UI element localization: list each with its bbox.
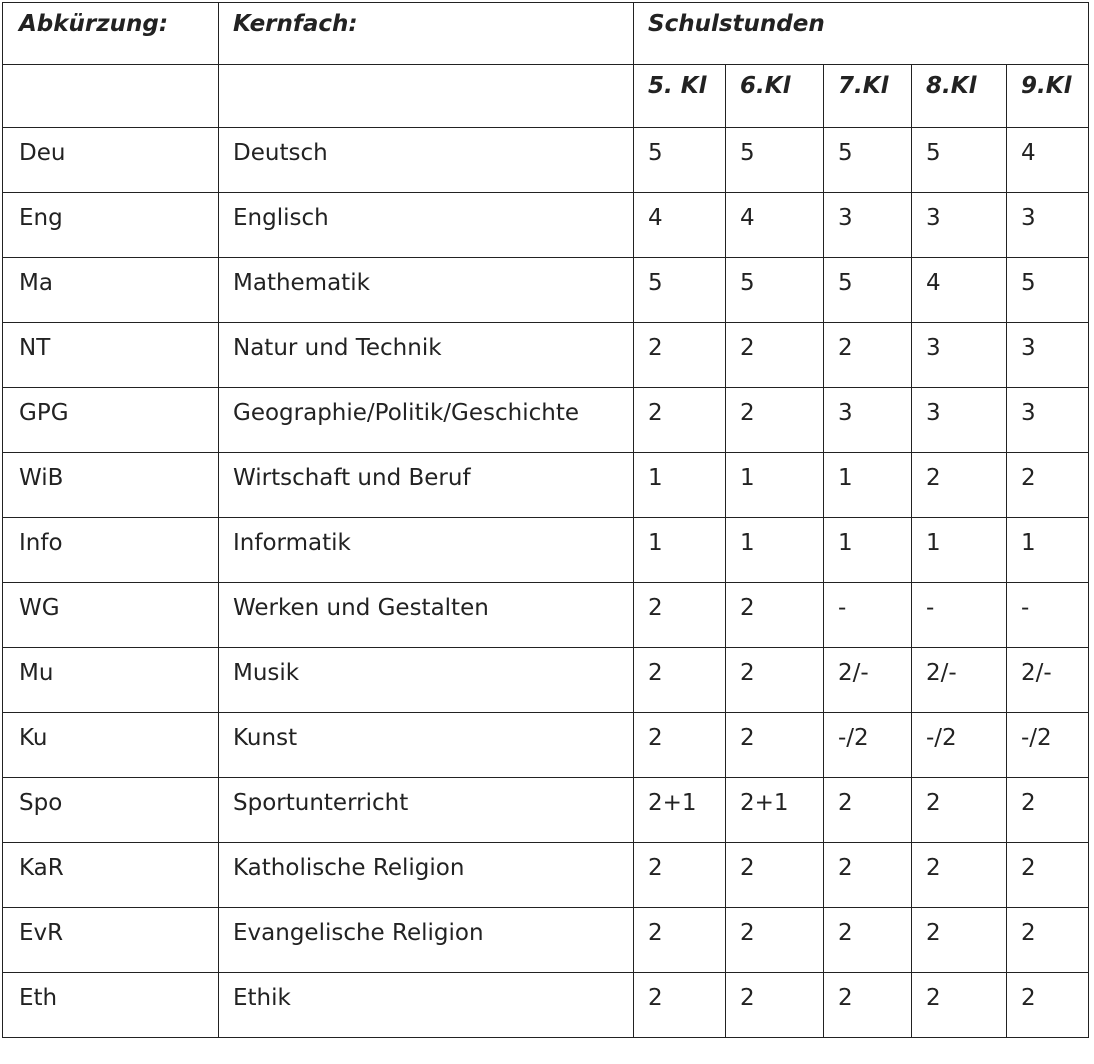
hours-cell: 3: [912, 323, 1007, 388]
grade-header: 7.Kl: [824, 65, 912, 128]
hours-cell: 4: [726, 193, 824, 258]
grade-header-row: [3, 65, 1089, 128]
hours-cell: 3: [824, 388, 912, 453]
hours-cell: 2: [824, 843, 912, 908]
hours-cell: 5: [824, 258, 912, 323]
hours-cell: 1: [824, 453, 912, 518]
hours-cell: 1: [1007, 518, 1089, 583]
hours-cell: 1: [726, 453, 824, 518]
hours-cell: 3: [1007, 193, 1089, 258]
hours-cell: 2+1: [726, 778, 824, 843]
hours-cell: 2: [912, 778, 1007, 843]
hours-cell: 2/-: [1007, 648, 1089, 713]
table-row: [3, 583, 1089, 648]
hours-cell: 2: [912, 908, 1007, 973]
subject-cell: Evangelische Religion: [219, 908, 634, 973]
table-row: [3, 908, 1089, 973]
hours-cell: 2: [1007, 973, 1089, 1038]
header-hours: Schulstunden: [634, 3, 1089, 65]
subject-cell: Deutsch: [219, 128, 634, 193]
hours-cell: 2: [1007, 908, 1089, 973]
abbreviation-cell: WG: [3, 583, 219, 648]
hours-cell: 3: [1007, 388, 1089, 453]
hours-cell: 2: [726, 648, 824, 713]
subject-cell: Informatik: [219, 518, 634, 583]
table-row: [3, 648, 1089, 713]
hours-cell: 2: [824, 973, 912, 1038]
hours-cell: 2: [824, 908, 912, 973]
hours-cell: 1: [726, 518, 824, 583]
hours-cell: 2/-: [824, 648, 912, 713]
table-row: [3, 453, 1089, 518]
hours-cell: 2: [726, 388, 824, 453]
table-row: [3, 843, 1089, 908]
hours-cell: 1: [634, 453, 726, 518]
subject-cell: Geographie/Politik/Geschichte: [219, 388, 634, 453]
hours-cell: 2: [1007, 453, 1089, 518]
hours-cell: 2: [634, 713, 726, 778]
hours-cell: 1: [912, 518, 1007, 583]
abbreviation-cell: Ku: [3, 713, 219, 778]
hours-cell: 5: [726, 128, 824, 193]
hours-cell: 2/-: [912, 648, 1007, 713]
header-empty-cell: [219, 65, 634, 128]
hours-cell: 3: [912, 388, 1007, 453]
table-row: [3, 778, 1089, 843]
abbreviation-cell: EvR: [3, 908, 219, 973]
table-row: [3, 258, 1089, 323]
table-row: [3, 973, 1089, 1038]
subject-cell: Kunst: [219, 713, 634, 778]
hours-cell: 2: [726, 713, 824, 778]
subject-cell: Katholische Religion: [219, 843, 634, 908]
hours-cell: 2+1: [634, 778, 726, 843]
hours-cell: 2: [726, 583, 824, 648]
grade-header: 8.Kl: [912, 65, 1007, 128]
hours-cell: 2: [824, 778, 912, 843]
header-abbreviation: Abkürzung:: [3, 3, 219, 65]
hours-cell: 2: [634, 583, 726, 648]
table-row: [3, 518, 1089, 583]
table-row: [3, 193, 1089, 258]
abbreviation-cell: Eth: [3, 973, 219, 1038]
table-row: [3, 713, 1089, 778]
hours-cell: 2: [726, 323, 824, 388]
subjects-table: [2, 2, 1089, 1038]
hours-cell: 4: [912, 258, 1007, 323]
hours-cell: 5: [726, 258, 824, 323]
hours-cell: 2: [912, 843, 1007, 908]
header-row: [3, 3, 1089, 65]
subject-cell: Werken und Gestalten: [219, 583, 634, 648]
hours-cell: 2: [1007, 778, 1089, 843]
table-row: [3, 388, 1089, 453]
hours-cell: -/2: [1007, 713, 1089, 778]
abbreviation-cell: NT: [3, 323, 219, 388]
table-row: [3, 128, 1089, 193]
hours-cell: 3: [824, 193, 912, 258]
hours-cell: 2: [1007, 843, 1089, 908]
grade-header: 5. Kl: [634, 65, 726, 128]
hours-cell: 2: [726, 843, 824, 908]
subject-cell: Natur und Technik: [219, 323, 634, 388]
subject-cell: Mathematik: [219, 258, 634, 323]
hours-cell: 2: [912, 973, 1007, 1038]
header-empty-cell: [3, 65, 219, 128]
hours-cell: 4: [1007, 128, 1089, 193]
abbreviation-cell: Deu: [3, 128, 219, 193]
hours-cell: 2: [634, 973, 726, 1038]
hours-cell: -: [912, 583, 1007, 648]
hours-cell: 5: [1007, 258, 1089, 323]
subject-cell: Ethik: [219, 973, 634, 1038]
abbreviation-cell: KaR: [3, 843, 219, 908]
table-row: [3, 323, 1089, 388]
hours-cell: 5: [634, 258, 726, 323]
hours-cell: 1: [634, 518, 726, 583]
hours-cell: 2: [634, 908, 726, 973]
hours-cell: 2: [634, 323, 726, 388]
hours-cell: -: [824, 583, 912, 648]
grade-header: 6.Kl: [726, 65, 824, 128]
abbreviation-cell: Ma: [3, 258, 219, 323]
abbreviation-cell: Info: [3, 518, 219, 583]
hours-cell: 3: [1007, 323, 1089, 388]
hours-cell: 1: [824, 518, 912, 583]
hours-cell: 2: [634, 843, 726, 908]
hours-cell: -/2: [824, 713, 912, 778]
hours-cell: 2: [634, 648, 726, 713]
subject-cell: Sportunterricht: [219, 778, 634, 843]
hours-cell: 2: [634, 388, 726, 453]
hours-cell: 5: [912, 128, 1007, 193]
hours-cell: 3: [912, 193, 1007, 258]
hours-cell: 5: [824, 128, 912, 193]
header-subject: Kernfach:: [219, 3, 634, 65]
hours-cell: -: [1007, 583, 1089, 648]
grade-header: 9.Kl: [1007, 65, 1089, 128]
abbreviation-cell: Eng: [3, 193, 219, 258]
hours-cell: 2: [726, 908, 824, 973]
abbreviation-cell: WiB: [3, 453, 219, 518]
hours-cell: 4: [634, 193, 726, 258]
subject-cell: Englisch: [219, 193, 634, 258]
hours-cell: 2: [726, 973, 824, 1038]
abbreviation-cell: Mu: [3, 648, 219, 713]
hours-cell: 2: [912, 453, 1007, 518]
abbreviation-cell: GPG: [3, 388, 219, 453]
subject-cell: Wirtschaft und Beruf: [219, 453, 634, 518]
abbreviation-cell: Spo: [3, 778, 219, 843]
hours-cell: -/2: [912, 713, 1007, 778]
subject-cell: Musik: [219, 648, 634, 713]
hours-cell: 5: [634, 128, 726, 193]
hours-cell: 2: [824, 323, 912, 388]
